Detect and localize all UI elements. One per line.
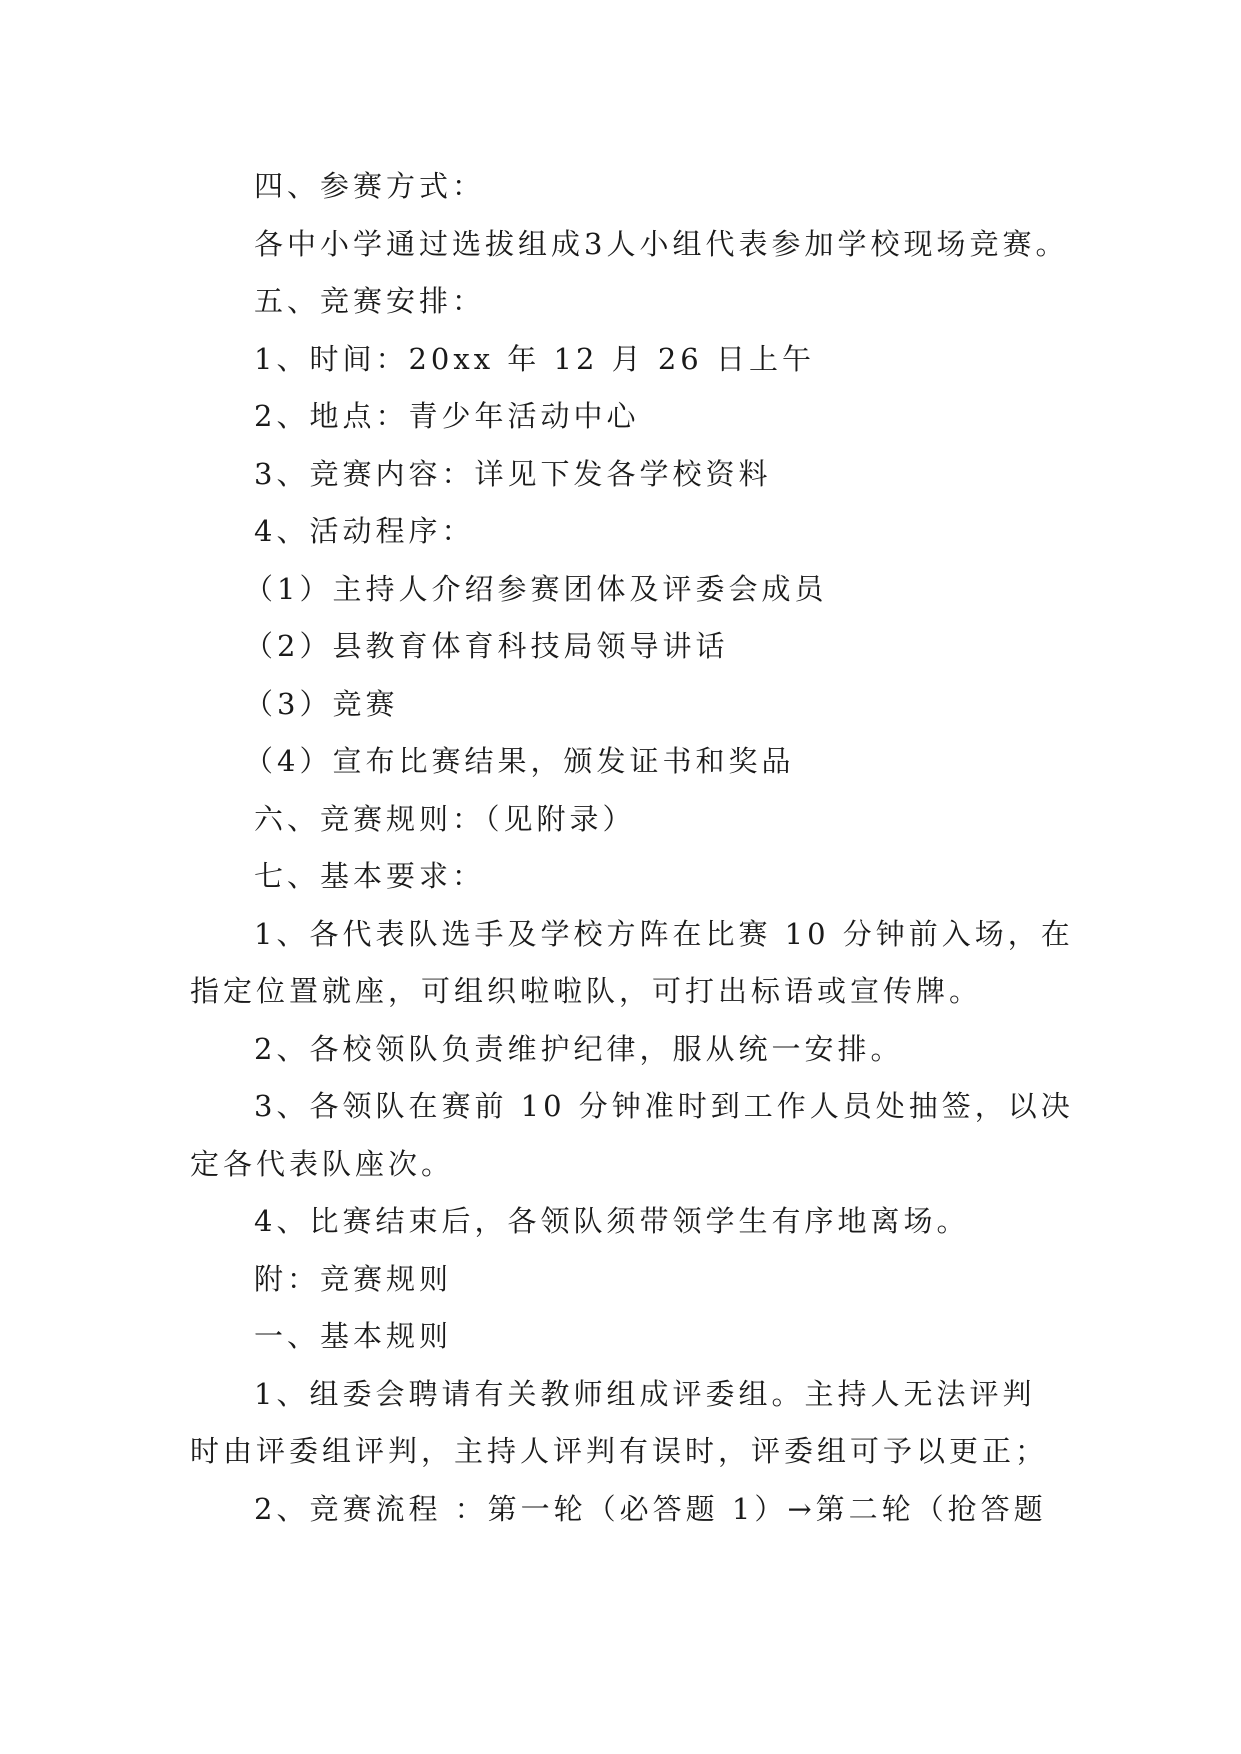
requirement-1-line-1: 1、各代表队选手及学校方阵在比赛 10 分钟前入场，在: [254, 916, 1074, 951]
heading-participation-method: 四、参赛方式：: [254, 169, 486, 203]
heading-competition-arrangement: 五、竞赛安排：: [254, 284, 486, 318]
program-item-3: （3）竞赛: [244, 686, 399, 721]
program-item-2: （2）县教育体育科技局领导讲话: [244, 629, 729, 663]
heading-competition-rules: 六、竞赛规则：（见附录）: [254, 801, 636, 836]
program-item-1: （1）主持人介绍参赛团体及评委会成员: [244, 571, 828, 606]
heading-basic-requirements: 七、基本要求：: [254, 859, 486, 893]
paragraph-content: 3、竞赛内容：详见下发各学校资料: [254, 456, 772, 491]
paragraph-location: 2、地点：青少年活动中心: [254, 399, 640, 433]
heading-basic-rules: 一、基本规则: [254, 1319, 453, 1353]
requirement-4: 4、比赛结束后，各领队须带领学生有序地离场。: [254, 1204, 970, 1238]
requirement-3-line-2: 定各代表队座次。: [190, 1146, 455, 1181]
rule-2-line-1: 2、竞赛流程 ：第一轮（必答题 1）→第二轮（抢答题: [254, 1491, 1047, 1526]
program-item-4: （4）宣布比赛结果，颁发证书和奖品: [244, 744, 795, 778]
requirement-3-line-1: 3、各领队在赛前 10 分钟准时到工作人员处抽签，以决: [254, 1089, 1074, 1123]
appendix-heading: 附：竞赛规则: [254, 1261, 453, 1296]
document-body: [190, 158, 1090, 1538]
requirement-1-line-2: 指定位置就座，可组织啦啦队，可打出标语或宣传牌。: [190, 974, 983, 1008]
paragraph-time: 1、时间：20xx 年 12 月 26 日上午: [254, 341, 815, 376]
requirement-2: 2、各校领队负责维护纪律，服从统一安排。: [254, 1031, 904, 1066]
rule-1-line-2: 时由评委组评判，主持人评判有误时，评委组可予以更正；: [190, 1434, 1049, 1468]
paragraph-program: 4、活动程序：: [254, 514, 475, 548]
rule-1-line-1: 1、组委会聘请有关教师组成评委组。主持人无法评判: [254, 1376, 1036, 1411]
paragraph-participation-detail: 各中小学通过选拔组成3人小组代表参加学校现场竞赛。: [254, 226, 1069, 261]
